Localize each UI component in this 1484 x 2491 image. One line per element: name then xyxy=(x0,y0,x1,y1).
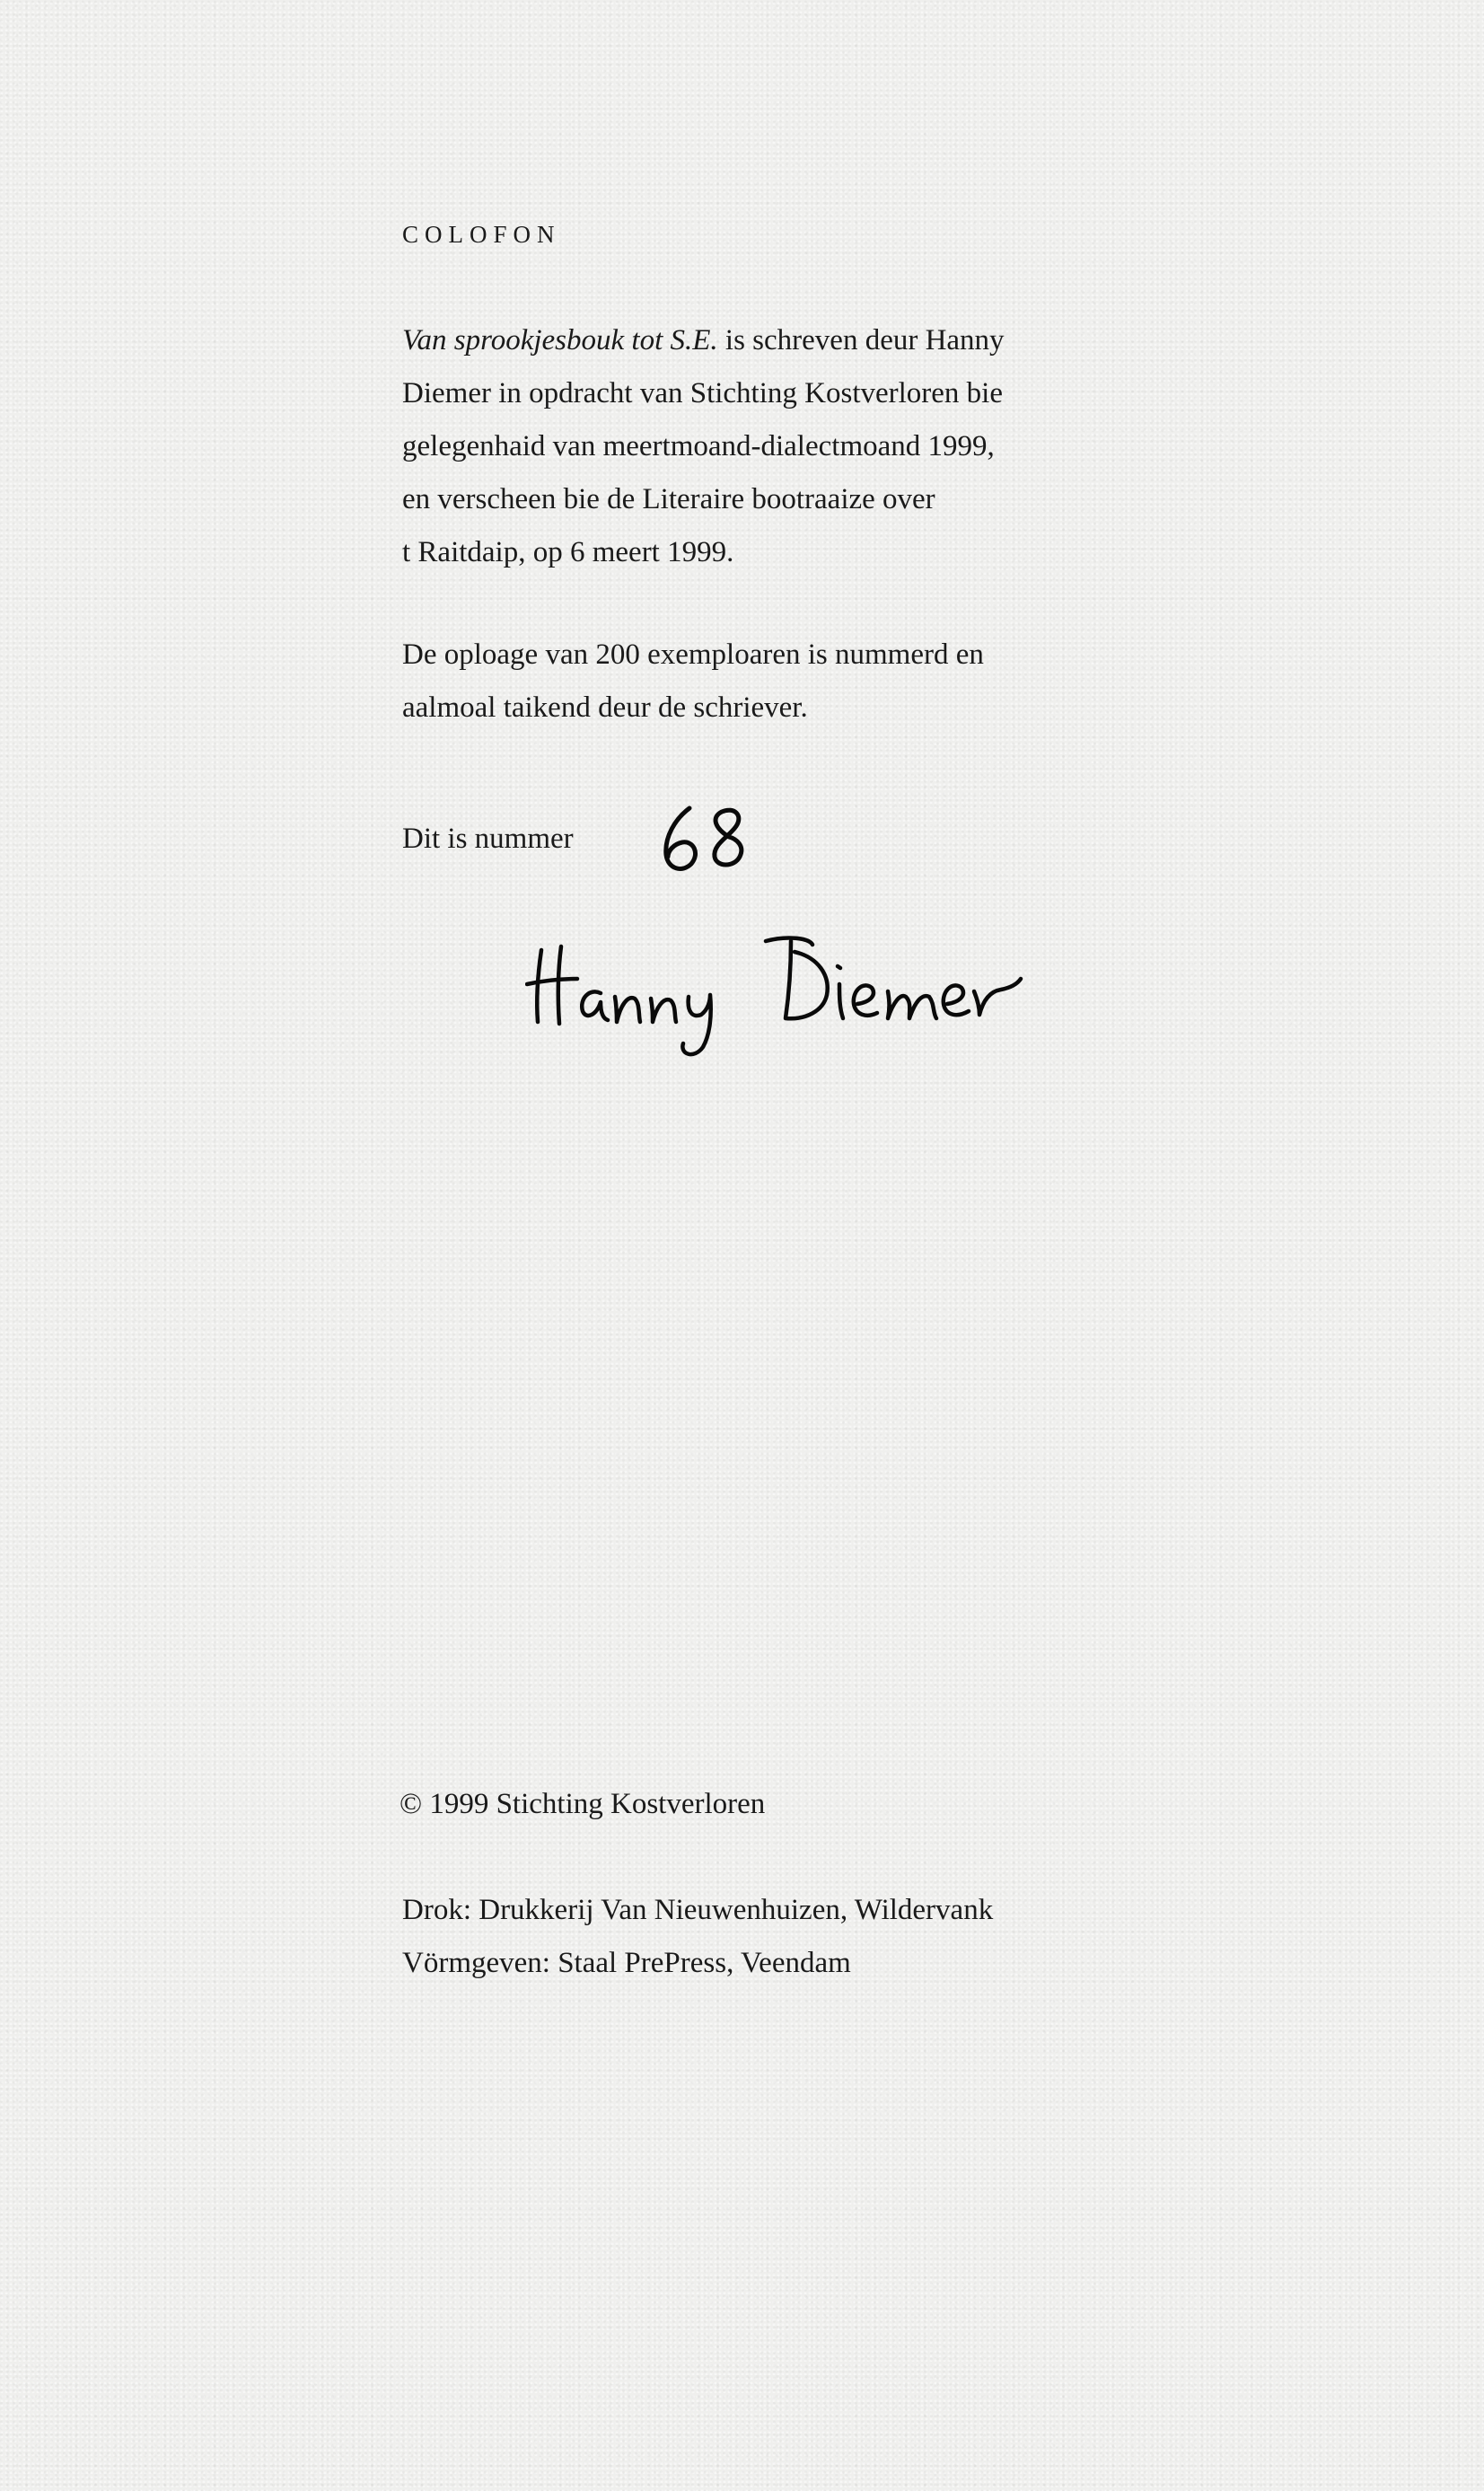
copy-number-label: Dit is nummer xyxy=(402,823,574,855)
production-credits xyxy=(402,1884,993,1990)
intro-paragraph xyxy=(402,314,1005,579)
author-signature xyxy=(525,925,1028,1060)
intro-line-3: gelegenhaid van meertmoand-dialectmoand 1999, xyxy=(402,430,995,462)
book-title: Van sprookjesbouk tot S.E. xyxy=(402,324,718,356)
edition-paragraph xyxy=(402,629,984,735)
printer-credit: Drok: Drukkerij Van Nieuwenhuizen, Wildervank xyxy=(402,1894,994,1926)
edition-line-2: aalmoal taikend deur de schriever. xyxy=(402,691,808,724)
intro-line-1-rest: is schreven deur Hanny xyxy=(717,324,1005,356)
design-credit: Vörmgeven: Staal PrePress, Veendam xyxy=(402,1947,851,1979)
handwritten-copy-number xyxy=(655,801,754,882)
intro-line-1 xyxy=(402,314,1005,367)
edition-line-1: De oploage van 200 exemploaren is nummerd en xyxy=(402,638,984,671)
copyright-notice: © 1999 Stichting Kostverloren xyxy=(400,1788,766,1820)
intro-line-5: t Raitdaip, op 6 meert 1999. xyxy=(402,536,734,568)
intro-line-2: Diemer in opdracht van Stichting Kostverloren bie xyxy=(402,377,1003,409)
colophon-heading: COLOFON xyxy=(402,221,561,248)
intro-line-4: en verscheen bie de Literaire bootraaize over xyxy=(402,483,935,515)
